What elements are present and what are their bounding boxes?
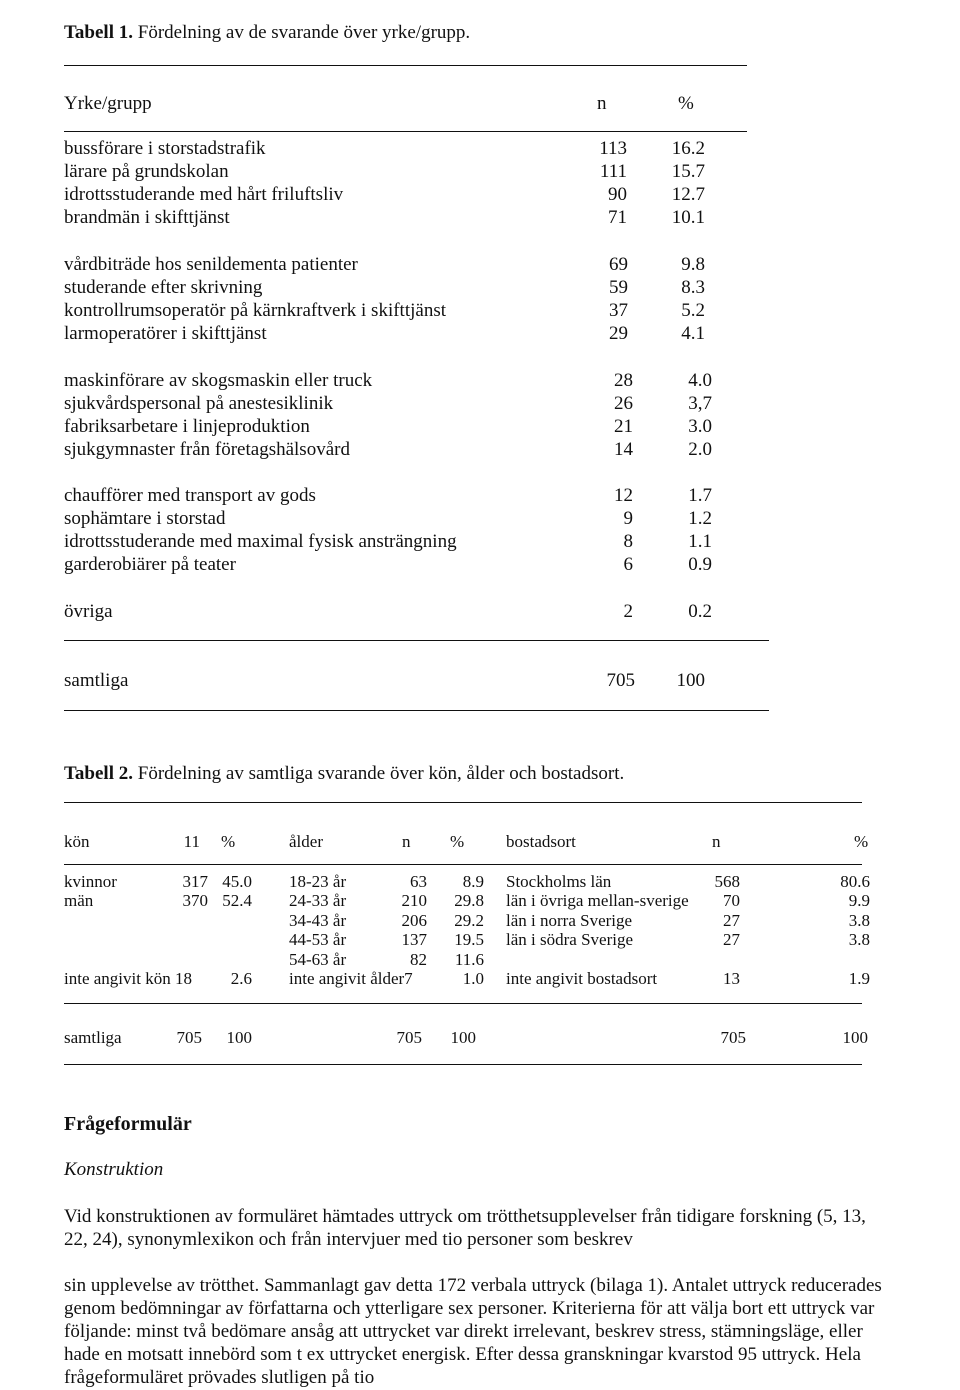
table1-header-group: Yrke/grupp <box>64 93 152 114</box>
ort-missing-label: inte angivit bostadsort <box>506 969 658 988</box>
table2-bottom-rule <box>64 1003 862 1004</box>
table1-row-n: 69 <box>609 254 628 275</box>
table1-row-pct: 0.9 <box>688 554 712 575</box>
kon-label: män <box>64 891 94 910</box>
table1-row-n: 37 <box>609 300 628 321</box>
table2-total-kon-pct: 100 <box>226 1028 252 1047</box>
alder-label: 44-53 år <box>289 930 347 949</box>
table2-header-alder-pct: % <box>450 832 465 851</box>
alder-label: 18-23 år <box>289 872 347 891</box>
ort-missing-n: 13 <box>723 969 740 988</box>
ort-label: Stockholms län <box>506 872 612 891</box>
table1-row-n: 90 <box>608 184 627 205</box>
table1-row-label: idrottsstuderande med hårt friluftsliv <box>64 184 344 205</box>
table1-row-pct: 5.2 <box>681 300 705 321</box>
table1-row-label: sjukvårdspersonal på anestesiklinik <box>64 393 334 414</box>
section-heading: Frågeformulär <box>64 1113 192 1135</box>
table1-row-n: 29 <box>609 323 628 344</box>
ort-n: 27 <box>723 911 740 930</box>
table1-row-label: studerande efter skrivning <box>64 277 263 298</box>
table1-row-n: 21 <box>614 416 633 437</box>
alder-label: 34-43 år <box>289 911 347 930</box>
alder-n: 137 <box>401 930 427 949</box>
table1-bottom-rule <box>64 640 769 641</box>
alder-pct: 29.8 <box>454 891 484 910</box>
table1-row-n: 6 <box>623 554 633 575</box>
table1-row-pct: 9.8 <box>681 254 705 275</box>
table1-row-pct: 1.2 <box>688 508 712 529</box>
table2-total-alder-n: 705 <box>396 1028 422 1047</box>
section-subheading: Konstruktion <box>64 1159 164 1180</box>
table1-row-label: garderobiärer på teater <box>64 554 236 575</box>
ort-pct: 80.6 <box>840 872 870 891</box>
body-paragraph-2: sin upplevelse av trötthet. Sammanlagt gav detta 172 verbala uttryck (bilaga 1). Antalet uttryck reducerades genom bedömningar av författarna och ytterligare sex personer. Kriterierna för att välja bort ett uttryck var följande: minst två bedömare ansåg att uttrycket var direkt irrelevant, beskrev stress, stämningsläge, eller hade en motsatt innebörd som t ex uttrycket energisk. Efter dessa granskningar kvarstod 95 uttryck. Hela frågeformuläret prövades slutligen på tio <box>64 1275 882 1388</box>
table1-row-pct: 12.7 <box>671 184 705 205</box>
alder-pct: 8.9 <box>462 872 484 891</box>
table1-end-rule <box>64 710 769 711</box>
table1-row-n: 28 <box>614 370 633 391</box>
kon-missing-label: inte angivit kön 18 <box>64 969 192 988</box>
alder-label: 24-33 år <box>289 891 347 910</box>
table1-row-pct: 3,7 <box>688 393 712 414</box>
alder-pct: 29.2 <box>454 911 484 930</box>
alder-pct: 11.6 <box>454 950 484 969</box>
table1-title-text: Fördelning av de svarande över yrke/grupp. <box>133 22 471 43</box>
ort-label: län i norra Sverige <box>506 911 633 930</box>
table1-row-label: idrottsstuderande med maximal fysisk ansträngning <box>64 531 457 552</box>
table2-header-ort-n: n <box>712 832 721 851</box>
ort-label: län i övriga mellan-sverige <box>506 891 689 910</box>
table1-row-pct: 8.3 <box>681 277 705 298</box>
table2-header-rule <box>64 864 862 865</box>
ort-pct: 3.8 <box>848 911 870 930</box>
ort-pct: 3.8 <box>848 930 870 949</box>
table1-row-label: övriga <box>64 601 113 622</box>
table1-title-label: Tabell 1. <box>64 22 133 43</box>
table1-header-pct: % <box>678 93 694 114</box>
table1-row-n: 113 <box>599 138 627 159</box>
kon-n: 317 <box>182 872 208 891</box>
ort-n: 70 <box>723 891 740 910</box>
table1-top-rule <box>64 65 747 66</box>
table2-total-label: samtliga <box>64 1028 122 1047</box>
table2-title <box>64 762 624 785</box>
alder-n: 206 <box>401 911 427 930</box>
table1-total-n: 705 <box>606 670 635 691</box>
table1-row-pct: 4.0 <box>688 370 712 391</box>
table1-row-label: chaufförer med transport av gods <box>64 485 316 506</box>
kon-n: 370 <box>182 891 208 910</box>
table2-total-ort-pct: 100 <box>842 1028 868 1047</box>
table1-row-n: 59 <box>609 277 628 298</box>
alder-missing-pct: 1.0 <box>462 969 484 988</box>
table1-row-label: fabriksarbetare i linjeproduktion <box>64 416 310 437</box>
table1-row-label: maskinförare av skogsmaskin eller truck <box>64 370 373 391</box>
table1-row-label: vårdbiträde hos senildementa patienter <box>64 254 358 275</box>
alder-n: 82 <box>410 950 427 969</box>
table1-row-pct: 15.7 <box>671 161 705 182</box>
table2-total-ort-n: 705 <box>720 1028 746 1047</box>
table1-row-label: lärare på grundskolan <box>64 161 229 182</box>
table1-row-pct: 3.0 <box>688 416 712 437</box>
kon-pct: 52.4 <box>222 891 252 910</box>
ort-missing-pct: 1.9 <box>848 969 870 988</box>
ort-label: län i södra Sverige <box>506 930 633 949</box>
table1-row-label: bussförare i storstadstrafik <box>64 138 266 159</box>
table1-row-n: 14 <box>614 439 633 460</box>
alder-n: 63 <box>410 872 427 891</box>
table2-header-alder: ålder <box>289 832 323 851</box>
table1-row-pct: 1.7 <box>688 485 712 506</box>
table1-row-n: 2 <box>623 601 633 622</box>
table1-row-label: sophämtare i storstad <box>64 508 226 529</box>
table2-end-rule <box>64 1064 862 1065</box>
table2-header-alder-n: n <box>402 832 411 851</box>
table1-row-pct: 10.1 <box>671 207 705 228</box>
table1-row-n: 8 <box>623 531 633 552</box>
table1-row-pct: 2.0 <box>688 439 712 460</box>
table1-total-label: samtliga <box>64 670 129 691</box>
table2-title-text: Fördelning av samtliga svarande över kön, ålder och bostadsort. <box>133 763 625 784</box>
table1-row-label: brandmän i skifttjänst <box>64 207 230 228</box>
table2-header-kon-pct: % <box>221 832 236 851</box>
table2-title-label: Tabell 2. <box>64 763 133 784</box>
kon-pct: 45.0 <box>222 872 252 891</box>
table2-header-ort-pct: % <box>854 832 869 851</box>
kon-missing-pct: 2.6 <box>230 969 252 988</box>
table1-row-pct: 16.2 <box>671 138 705 159</box>
table1-header-n: n <box>597 93 607 114</box>
table1-row-label: sjukgymnaster från företagshälsovård <box>64 439 350 460</box>
ort-n: 27 <box>723 930 740 949</box>
alder-label: 54-63 år <box>289 950 347 969</box>
table1-row-label: kontrollrumsoperatör på kärnkraftverk i skifttjänst <box>64 300 447 321</box>
table2-top-rule <box>64 802 862 803</box>
table1-row-n: 71 <box>608 207 627 228</box>
ort-pct: 9.9 <box>848 891 870 910</box>
table1-header-rule <box>64 131 747 132</box>
table1-row-pct: 4.1 <box>681 323 705 344</box>
table1-row-pct: 0.2 <box>688 601 712 622</box>
table1-row-pct: 1.1 <box>688 531 712 552</box>
table1-row-label: larmoperatörer i skifttjänst <box>64 323 267 344</box>
table1-row-n: 12 <box>614 485 633 506</box>
table2-header-kon: kön <box>64 832 90 851</box>
alder-pct: 19.5 <box>454 930 484 949</box>
table1-row-n: 111 <box>599 161 627 182</box>
table1-row-n: 26 <box>614 393 633 414</box>
kon-label: kvinnor <box>64 872 117 891</box>
alder-n: 210 <box>401 891 427 910</box>
table2-total-kon-n: 705 <box>176 1028 202 1047</box>
table2-header-ort: bostadsort <box>506 832 576 851</box>
alder-missing-label: inte angivit ålder7 <box>289 969 413 988</box>
table2-total-alder-pct: 100 <box>450 1028 476 1047</box>
table1-title <box>64 21 470 44</box>
table2-header-kon-n: 11 <box>183 832 200 851</box>
ort-n: 568 <box>714 872 740 891</box>
body-paragraph-1: Vid konstruktionen av formuläret hämtades uttryck om trötthetsupplevelser från tidigare forskning (5, 13, 22, 24), synonymlexikon och från intervjuer med tio personer som beskrev <box>64 1206 866 1250</box>
table1-total-pct: 100 <box>676 670 705 691</box>
table1-row-n: 9 <box>623 508 633 529</box>
